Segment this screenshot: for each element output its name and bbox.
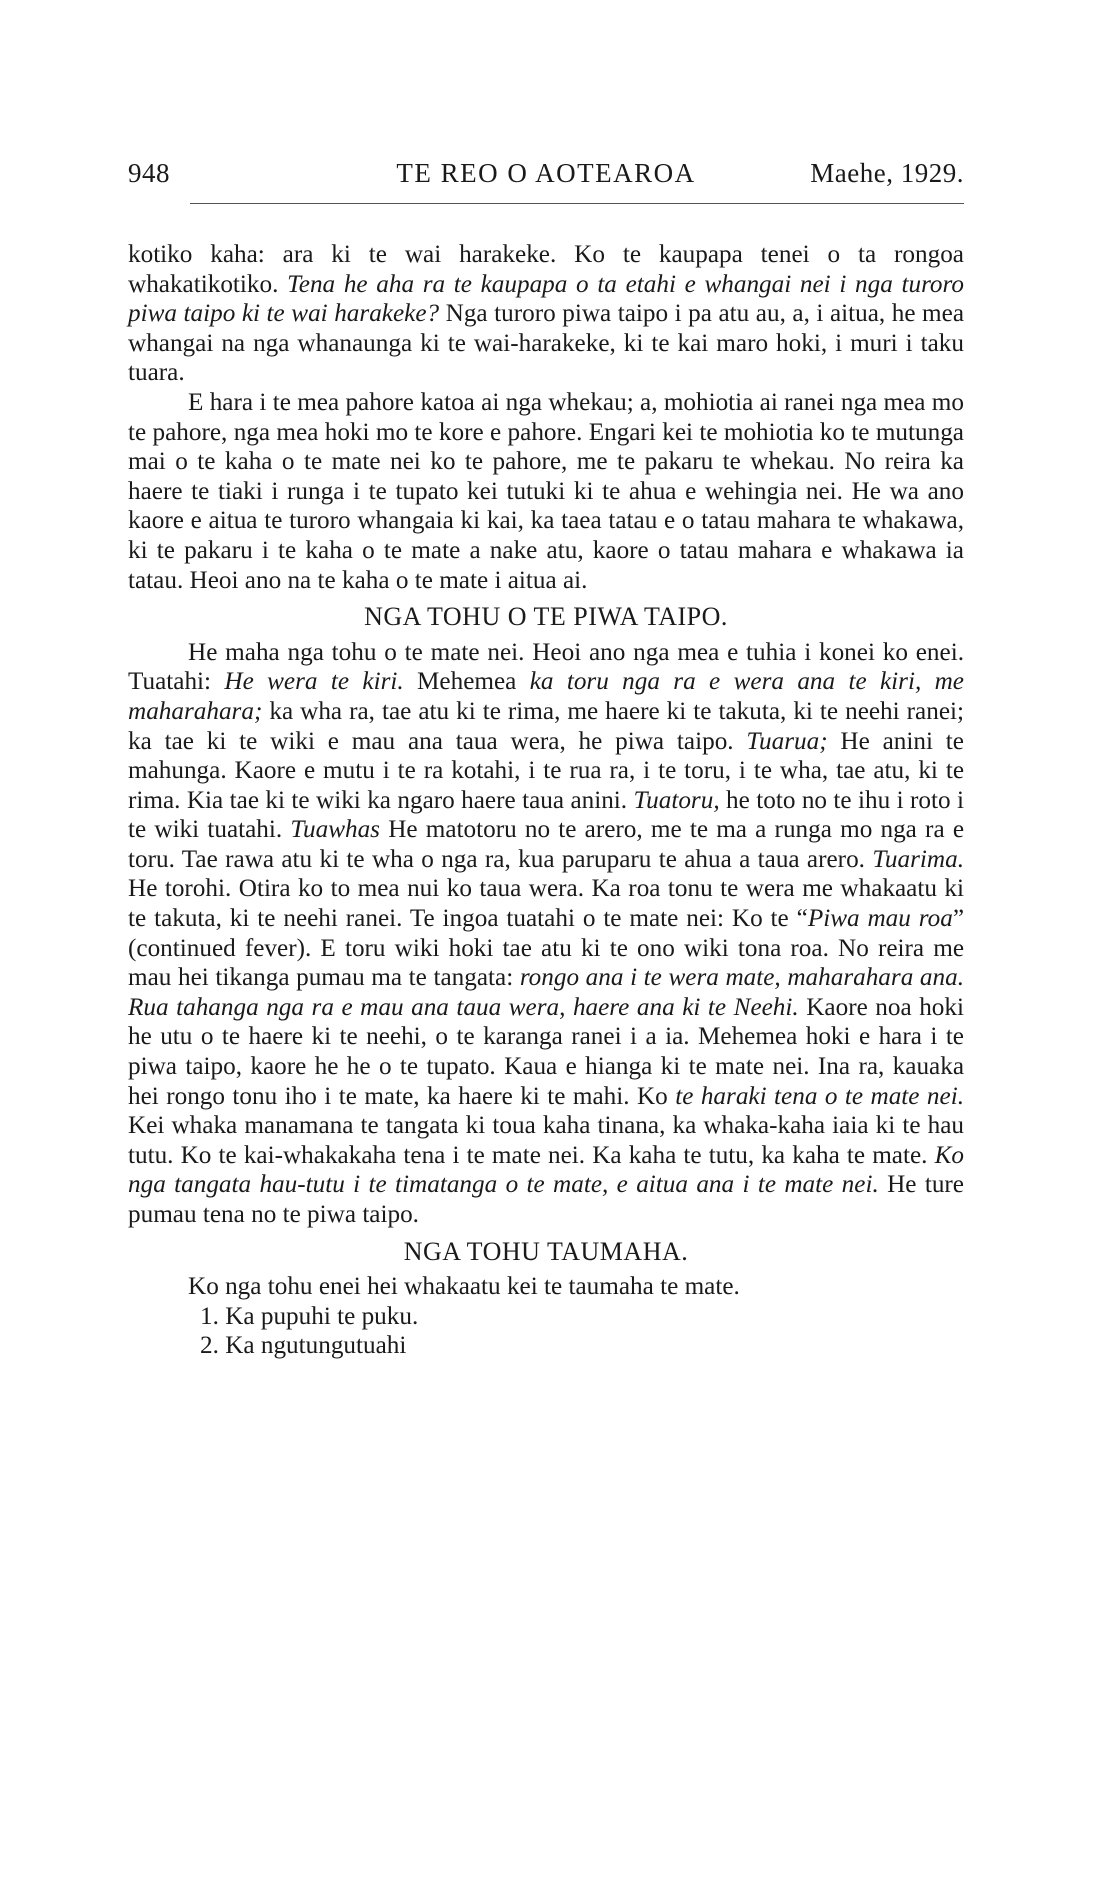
- text-run: ” (continued fever). E toru wiki hoki tae atu ki te ono wiki tona roa. No reira me mau hei tikanga pumau ma te tangata:: [128, 905, 964, 992]
- section-heading-piwa-taipo: NGA TOHU O TE PIWA TAIPO.: [364, 602, 728, 632]
- italic-run: ka toru nga ra e wera ana te kiri, me maharahara;: [128, 668, 964, 725]
- text-run: Kei whaka manamana te tangata ki toua kaha tinana, ka whaka-kaha iaia ki te hau tutu. Ko te kai-whakakaha tena i te mate nei. Ka kaha te tutu, ka kaha te mate.: [128, 1112, 964, 1169]
- italic-run: Tuawhas: [290, 816, 380, 844]
- symptom-list: [128, 1302, 964, 1361]
- text-run: kotiko kaha: ara ki te wai harakeke. Ko te kaupapa tenei o ta rongoa whakatikotiko.: [128, 241, 964, 298]
- paragraph-2: E hara i te mea pahore katoa ai nga whekau; a, mohiotia ai ranei nga mea mo te pahore, nga mea hoki mo te kore e pahore. Engari kei te mohiotia ko te mutunga mai o te kaha o te mate nei ko te pahore, me te pakaru te whekau. No reira ka haere te tiaki i runga i te tupato kei tutuki ki te ahua e wehingia nei. He wa ano kaore e aitua te turoro whangaia ki kai, ka taea tatau e o tatau mahara te whakawa, ki te pakaru i te kaha o te mate a nake atu, kaore o tatau mahara e whakawa ia tatau. Heoi ano na te kaha o te mate i aitua ai.: [128, 388, 964, 594]
- paragraph-3: [128, 638, 964, 1230]
- paragraph-4: Ko nga tohu enei hei whakaatu kei te taumaha te mate.: [188, 1273, 740, 1301]
- italic-run: Tuarua;: [746, 727, 828, 755]
- italic-run: Tuarima.: [872, 845, 964, 873]
- running-header: [128, 158, 964, 192]
- issue-date: Maehe, 1929.: [810, 158, 964, 188]
- header-rule: [190, 203, 964, 204]
- list-item: 1. Ka pupuhi te puku.: [200, 1302, 419, 1330]
- italic-run: Tuatoru,: [633, 786, 720, 814]
- text-run: He matotoru no te arero, me te ma a runga mo nga ra e toru. Tae rawa atu ki te wha o nga ra, kua paruparu te ahua a taua arero.: [128, 816, 964, 873]
- italic-run: te haraki tena o te mate nei.: [675, 1082, 964, 1110]
- text-run: he toto no te ihu i roto i te wiki tuatahi.: [128, 786, 965, 844]
- italic-run: Tena he aha ra te kaupapa o ta etahi e whangai nei i nga turoro piwa taipo ki te wai harakeke?: [128, 270, 964, 328]
- italic-run: Piwa mau roa: [807, 905, 953, 933]
- section-heading-tohu-taumaha: NGA TOHU TAUMAHA.: [403, 1236, 689, 1266]
- italic-run: Ko nga tangata hau-tutu i te timatanga o te mate, e aitua ana i te mate nei.: [128, 1141, 964, 1199]
- italic-run: He wera te kiri.: [224, 668, 404, 696]
- text-run: He ture pumau tena no te piwa taipo.: [128, 1171, 964, 1228]
- text-run: He anini te mahunga. Kaore e mutu i te ra kotahi, i te rua ra, i te toru, i te wha, tae atu, ki te rima. Kia tae ki te wiki ka ngaro haere taua anini.: [128, 727, 964, 814]
- text-run: Mehemea: [403, 668, 530, 696]
- text-run: He torohi. Otira ko to mea nui ko taua wera. Ka roa tonu te wera me whakaatu ki te takuta, ki te neehi ranei. Te ingoa tuatahi o te mate nei: Ko te “: [128, 875, 964, 933]
- article-body: [128, 240, 964, 1361]
- text-run: ka wha ra, tae atu ki te rima, me haere ki te takuta, ki te neehi ranei; ka tae ki te wiki e mau ana taua wera, he piwa taipo.: [128, 697, 964, 755]
- journal-title: TE REO O AOTEAROA: [396, 158, 696, 188]
- page-number: 948: [128, 158, 170, 188]
- text-run: Nga turoro piwa taipo i pa atu au, a, i aitua, he mea whangai na nga whanaunga ki te wai-harakeke, ki te kai maro hoki, i muri i taku tuara.: [128, 300, 965, 387]
- text-run: Kaore noa hoki he utu o te haere ki te neehi, o te karanga ranei i a ia. Mehemea hoki e hara i te piwa taipo, kaore he he o te tupato. Kaua e hianga ki te mate nei. Ina ra, kauaka hei rongo tonu iho i te mate, ka haere ki te mahi. Ko: [128, 993, 964, 1110]
- list-item: 2. Ka ngutungutuahi: [200, 1332, 407, 1360]
- text-run: He maha nga tohu o te mate nei. Heoi ano nga mea e tuhia i konei ko enei. Tuatahi:: [128, 638, 964, 696]
- italic-run: rongo ana i te wera mate, maharahara ana. Rua tahanga nga ra e mau ana taua wera, haere ana ki te Neehi.: [128, 964, 964, 1021]
- paragraph-1: [128, 240, 964, 388]
